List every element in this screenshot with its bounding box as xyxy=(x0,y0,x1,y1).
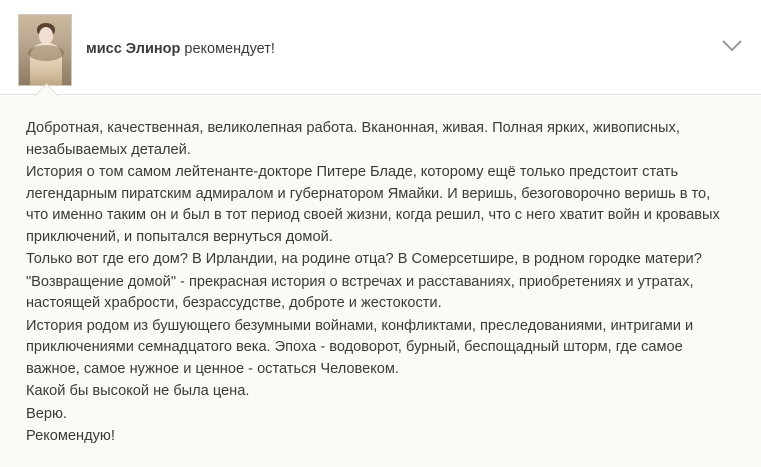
review-paragraph: Какой бы высокой не была цена. xyxy=(26,383,250,399)
review-paragraph: Рекомендую! xyxy=(26,428,115,444)
review-body xyxy=(0,95,761,467)
review-paragraph: Только вот где его дом? В Ирландии, на родине отца? В Сомерсетшире, в родном городке матери? xyxy=(26,251,702,267)
reviewer-line xyxy=(86,40,275,58)
chevron-down-icon[interactable] xyxy=(719,36,745,56)
review-paragraph: История родом из бушующего безумными войнами, конфликтами, преследованиями, интригами и приключениями семнадцатого века. Эпоха - водоворот, бурный, беспощадный шторм, где самое важное, самое нужное и ценное - остаться Человеком. xyxy=(26,317,694,377)
recommends-label: рекомендует! xyxy=(180,41,275,57)
review-paragraph: "Возвращение домой" - прекрасная история о встречах и расставаниях, приобретениях и утратах, настоящей храбрости, безрассудстве, доброте и жестокости. xyxy=(26,273,694,311)
review-paragraph: История о том самом лейтенанте-докторе Питере Бладе, которому ещё только предстоит стать легендарным пиратским адмиралом и губернатором Ямайки. И веришь, безоговорочно веришь в то, что именно таким он и был в тот период своей жизни, когда решил, что с него хватит войн и кровавых приключений, и попытался вернуться домой. xyxy=(26,164,720,245)
review-text xyxy=(26,118,737,448)
avatar-portrait-face xyxy=(39,27,53,44)
review-header xyxy=(0,0,761,95)
review-paragraph: Добротная, качественная, великолепная работа. Вканонная, живая. Полная ярких, живописных, незабываемых деталей. xyxy=(26,120,680,158)
avatar-portrait-shawl xyxy=(28,45,64,61)
avatar[interactable] xyxy=(18,14,72,86)
review-paragraph: Верю. xyxy=(26,405,67,422)
reviewer-name[interactable]: мисс Элинор xyxy=(86,41,181,57)
